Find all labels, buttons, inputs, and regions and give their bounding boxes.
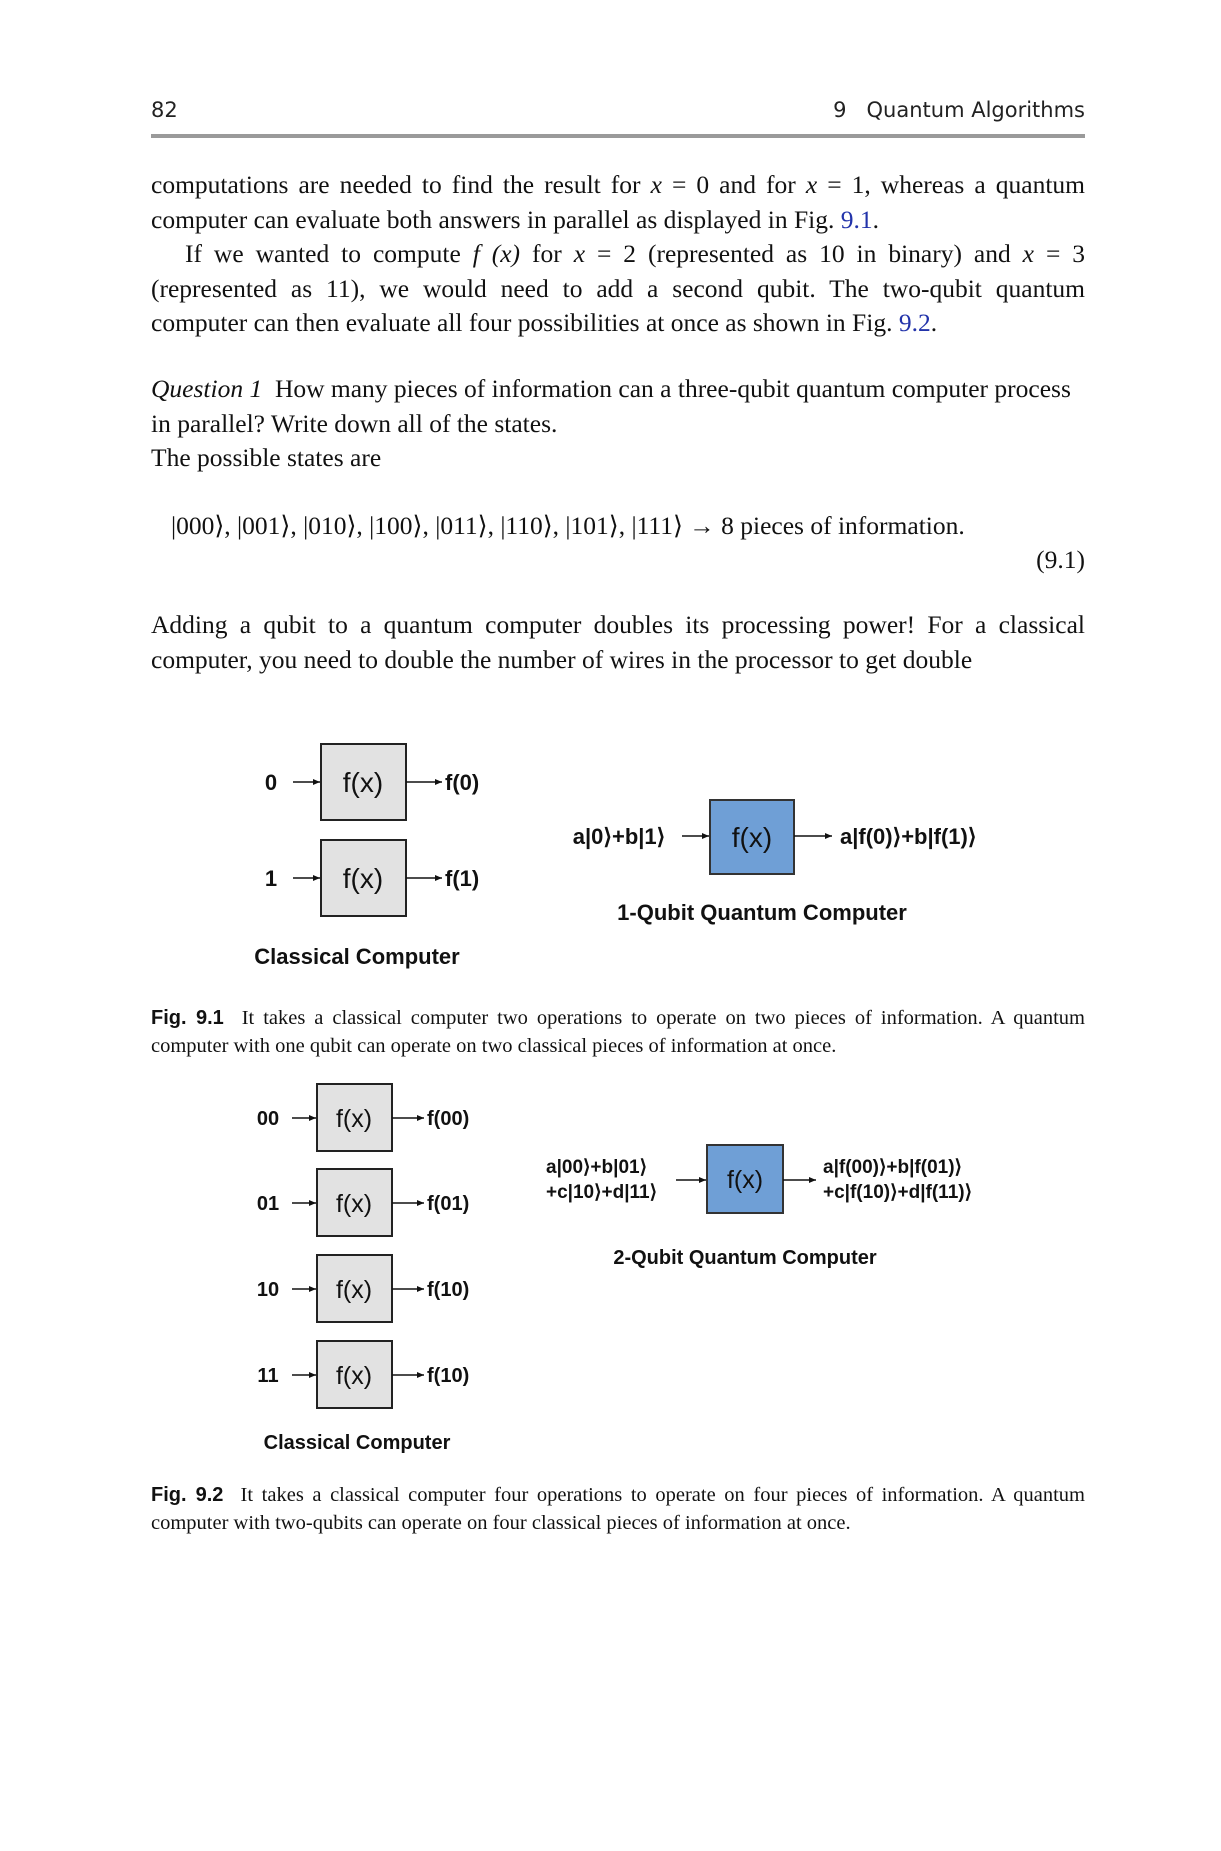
fx-box-label: f(x) (342, 767, 384, 798)
quantum-computer-title: 1-Qubit Quantum Computer (617, 900, 907, 925)
fig-9-1-link[interactable]: 9.1 (840, 204, 873, 234)
body-text-top (151, 168, 1085, 341)
figure-9-1 (0, 730, 1221, 970)
output-label: f(10) (427, 1365, 470, 1387)
figure-9-2-caption: Fig. 9.2 It takes a classical computer four operations to operate on four pieces of information. A quantum computer with two-qubits can operate on four classical pieces of information at once. (151, 1484, 1091, 1534)
input-label: 01 (256, 1193, 280, 1215)
input-label: 00 (256, 1108, 280, 1130)
input-label: 1 (264, 866, 278, 891)
fx-box-label: f(x) (335, 1362, 373, 1390)
equation: |000⟩, |001⟩, |010⟩, |100⟩, |011⟩, |110⟩, |101⟩, |111⟩ → 8 pieces of information. (171, 511, 965, 540)
quantum-output-label: a|f(00)⟩+b|f(01)⟩ (823, 1157, 962, 1178)
fx-box-label: f(x) (342, 863, 384, 894)
figure-9-1-caption: Fig. 9.1 It takes a classical computer two operations to operate on two pieces of information. A quantum computer with one qubit can operate on two classical pieces of information at once. (151, 1007, 1091, 1057)
caption-label: Fig. 9.2 (151, 1484, 224, 1506)
output-label: f(1) (445, 866, 480, 891)
paragraph-3-block (151, 608, 1085, 677)
output-label: f(01) (427, 1193, 470, 1215)
quantum-computer-title: 2-Qubit Quantum Computer (613, 1247, 877, 1269)
output-label: f(00) (427, 1108, 470, 1130)
input-label: 10 (256, 1279, 280, 1301)
paragraph-3: Adding a qubit to a quantum computer doubles its processing power! For a classical computer, you need to double the number of wires in the processor to get double (151, 610, 1085, 674)
input-label: 0 (264, 770, 278, 795)
input-label: 11 (257, 1365, 279, 1387)
figure-9-2 (0, 1080, 1221, 1460)
header-rule (151, 134, 1085, 138)
fx-box-label: f(x) (335, 1105, 373, 1133)
quantum-input-label: a|0⟩+b|1⟩ (572, 824, 666, 849)
classical-computer-title: Classical Computer (254, 944, 460, 969)
question-block (151, 372, 1085, 476)
fx-box-label: f(x) (335, 1276, 373, 1304)
equation-number: (9.1) (1036, 545, 1085, 574)
paragraph-1: computations are needed to find the result for x = 0 and for x = 1, whereas a quantum computer can evaluate both answers in parallel as displayed in Fig. 9.1. (151, 170, 1085, 234)
fx-box-label: f(x) (335, 1190, 373, 1218)
chapter-title: 9 Quantum Algorithms (833, 98, 1085, 122)
fig-9-2-link[interactable]: 9.2 (898, 308, 931, 337)
question-answer-intro: The possible states are (151, 443, 382, 472)
page-number: 82 (151, 98, 178, 122)
paragraph-2: If we wanted to compute f (x) for x = 2 (represented as 10 in binary) and x = 3 (represented as 11), we would need to add a second qubit. The two-qubit quantum computer can then evaluate all four possibilities at once as shown in Fig. 9.2. (151, 239, 1086, 337)
caption-label: Fig. 9.1 (151, 1007, 224, 1029)
quantum-output-label: a|f(0)⟩+b|f(1)⟩ (840, 824, 977, 849)
question-label: Question 1 (151, 374, 263, 403)
quantum-input-label: a|00⟩+b|01⟩ (546, 1157, 647, 1178)
question-1: Question 1 How many pieces of information can a three-qubit quantum computer process in parallel? Write down all of the states. (151, 374, 1078, 438)
quantum-output-label: +c|f(10)⟩+d|f(11)⟩ (823, 1182, 973, 1203)
output-label: f(0) (445, 770, 480, 795)
fx-box-label: f(x) (726, 1166, 764, 1194)
fx-box-label: f(x) (731, 822, 773, 853)
output-label: f(10) (427, 1279, 470, 1301)
quantum-input-label: +c|10⟩+d|11⟩ (546, 1182, 658, 1203)
classical-computer-title: Classical Computer (263, 1432, 451, 1454)
